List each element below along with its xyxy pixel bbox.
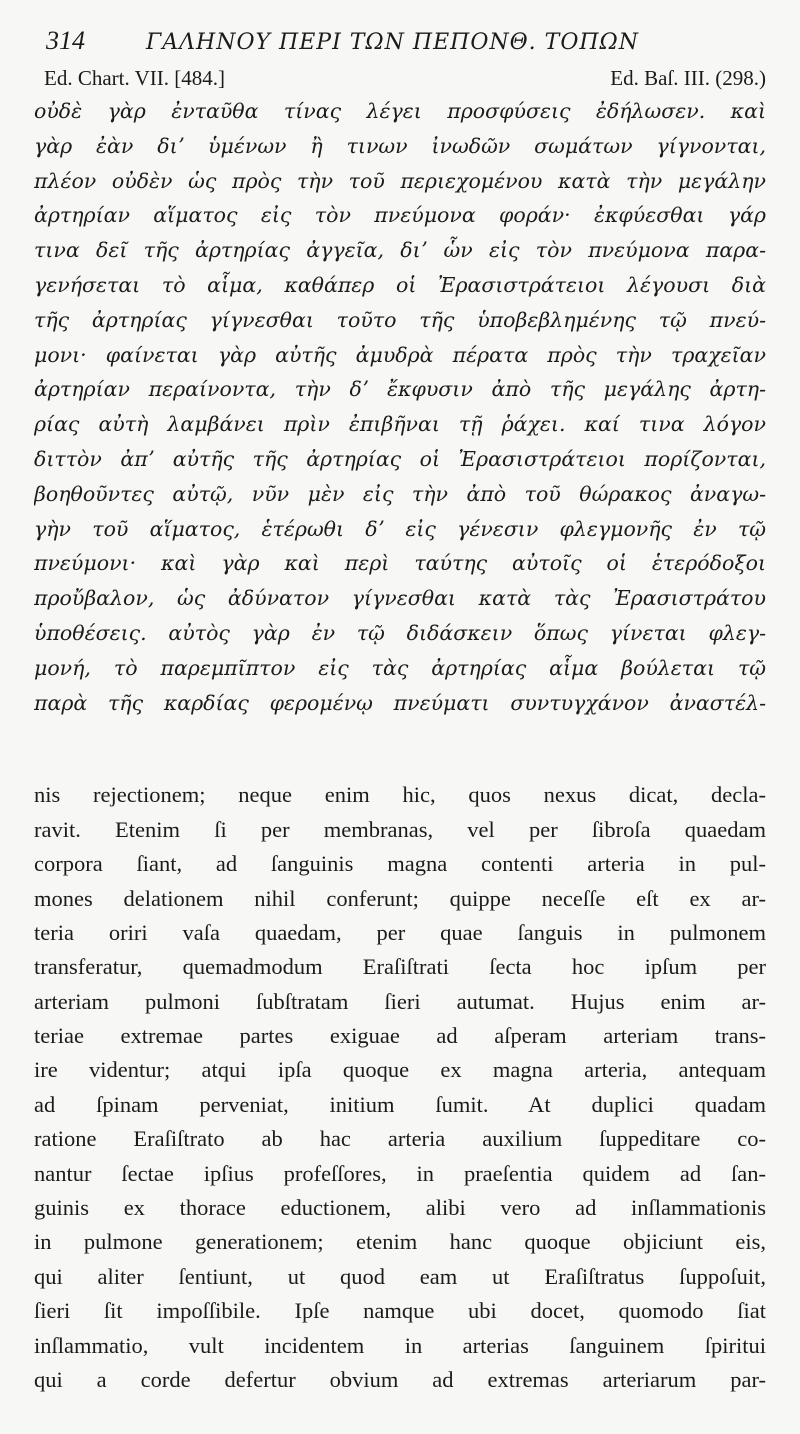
greek-text-line: προὔβαλον, ὡς ἀδύνατον γίγνεσθαι κατὰ τὰς Ἐρασιστράτου [34, 586, 766, 611]
greek-text-block [34, 94, 766, 720]
latin-text-line: teriae extremae partes exiguae ad aſperam arteriam trans- [34, 1023, 766, 1049]
latin-text-line: nantur ſectae ipſius profeſſores, in praeſentia quidem ad ſan- [34, 1160, 766, 1186]
latin-text-line: ſieri ſit impoſſibile. Ipſe namque ubi docet, quomodo ſiat [34, 1298, 766, 1324]
latin-text-line: arteriam pulmoni ſubſtratam ſieri autumat. Hujus enim ar- [34, 988, 766, 1014]
latin-text-line: guinis ex thorace eductionem, alibi vero ad inſlammationis [34, 1195, 766, 1221]
greek-text-line: τινα δεῖ τῆς ἀρτηρίας ἀγγεῖα, διʼ ὧν εἰς τὸν πνεύμονα παρα- [34, 238, 766, 263]
latin-text-line: qui aliter ſentiunt, ut quod eam ut Eraſiſtratus ſuppoſuit, [34, 1263, 766, 1289]
greek-text-line: βοηθοῦντες αὐτῷ, νῦν μὲν εἰς τὴν ἀπὸ τοῦ θώρακος ἀναγω- [34, 481, 766, 506]
latin-text-line: ratione Eraſiſtrato ab hac arteria auxilium ſuppeditare co- [34, 1126, 766, 1152]
latin-text-line: mones delationem nihil conferunt; quippe neceſſe eſt ex ar- [34, 885, 766, 911]
latin-text-line: in pulmone generationem; etenim hanc quoque objiciunt eis, [34, 1229, 766, 1255]
greek-text-line: πνεύμονι· καὶ γὰρ καὶ περὶ ταύτης αὐτοῖς οἱ ἑτερόδοξοι [34, 551, 766, 576]
latin-text-block [34, 778, 766, 1397]
latin-text-line: teria oriri vaſa quaedam, per quae ſanguis in pulmonem [34, 919, 766, 945]
greek-text-line: ρίας αὐτὴ λαμβάνει πρὶν ἐπιβῆναι τῇ ῥάχει. καί τινα λόγον [34, 412, 766, 437]
latin-text-line: ad ſpinam perveniat, initium ſumit. At duplici quadam [34, 1091, 766, 1117]
greek-text-line: διττὸν ἀπʼ αὐτῆς τῆς ἀρτηρίας οἱ Ἐρασιστράτειοι πορίζονται, [34, 446, 766, 471]
latin-text-line: qui a corde defertur obvium ad extremas arteriarum par- [34, 1366, 766, 1392]
greek-text-line: μονή, τὸ παρεμπῖπτον εἰς τὰς ἀρτηρίας αἷμα βούλεται τῷ [34, 655, 766, 680]
edition-reference-line [34, 66, 766, 92]
greek-text-line: πλέον οὐδὲν ὡς πρὸς τὴν τοῦ περιεχομένου κατὰ τὴν μεγάλην [34, 168, 766, 193]
greek-text-line: ὑποθέσεις. αὐτὸς γὰρ ἐν τῷ διδάσκειν ὅπως γίνεται φλεγ- [34, 620, 766, 645]
greek-text-line: παρὰ τῆς καρδίας φερομένῳ πνεύματι συντυγχάνον ἀναστέλ- [34, 690, 766, 715]
edition-chartier-ref: Ed. Chart. VII. [484.] [44, 66, 225, 90]
running-head [34, 26, 766, 66]
greek-text-line: τῆς ἀρτηρίας γίγνεσθαι τοῦτο τῆς ὑποβεβλημένης τῷ πνεύ- [34, 307, 766, 332]
latin-text-line: ire videntur; atqui ipſa quoque ex magna arteria, antequam [34, 1057, 766, 1083]
page-number: 314 [46, 26, 85, 55]
latin-text-line: ravit. Etenim ſi per membranas, vel per ſibroſa quaedam [34, 816, 766, 842]
running-title: ΓΑΛΗΝΟΥ ΠΕΡΙ ΤΩΝ ΠΕΠΟΝΘ. ΤΟΠΩΝ [146, 30, 640, 55]
greek-text-line: γὴν τοῦ αἵματος, ἑτέρωθι δʼ εἰς γένεσιν φλεγμονῆς ἐν τῷ [34, 516, 766, 541]
greek-text-line: οὐδὲ γὰρ ἐνταῦθα τίνας λέγει προσφύσεις ἐδήλωσεν. καὶ [34, 99, 766, 123]
greek-text-line: ἀρτηρίαν αἵματος εἰς τὸν πνεύμονα φοράν· ἐκφύεσθαι γάρ [34, 203, 766, 228]
greek-text-line: γενήσεται τὸ αἷμα, καθάπερ οἱ Ἐρασιστράτειοι λέγουσι διὰ [34, 272, 766, 297]
greek-text-line: μονι· φαίνεται γὰρ αὐτῆς ἀμυδρὰ πέρατα πρὸς τὴν τραχεῖαν [34, 342, 766, 367]
latin-text-line: corpora ſiant, ad ſanguinis magna contenti arteria in pul- [34, 851, 766, 877]
latin-text-line: nis rejectionem; neque enim hic, quos nexus dicat, decla- [34, 782, 766, 808]
greek-text-line: γὰρ ἐὰν διʼ ὑμένων ἢ τινων ἰνωδῶν σωμάτων γίγνονται, [34, 133, 766, 158]
latin-text-line: inſlammatio, vult incidentem in arterias ſanguinem ſpiritui [34, 1332, 766, 1358]
greek-text-line: ἀρτηρίαν περαίνοντα, τὴν δʼ ἔκφυσιν ἀπὸ τῆς μεγάλης ἀρτη- [34, 377, 766, 402]
latin-text-line: transferatur, quemadmodum Eraſiſtrati ſecta hoc ipſum per [34, 954, 766, 980]
edition-basel-ref: Ed. Baſ. III. (298.) [610, 66, 766, 90]
